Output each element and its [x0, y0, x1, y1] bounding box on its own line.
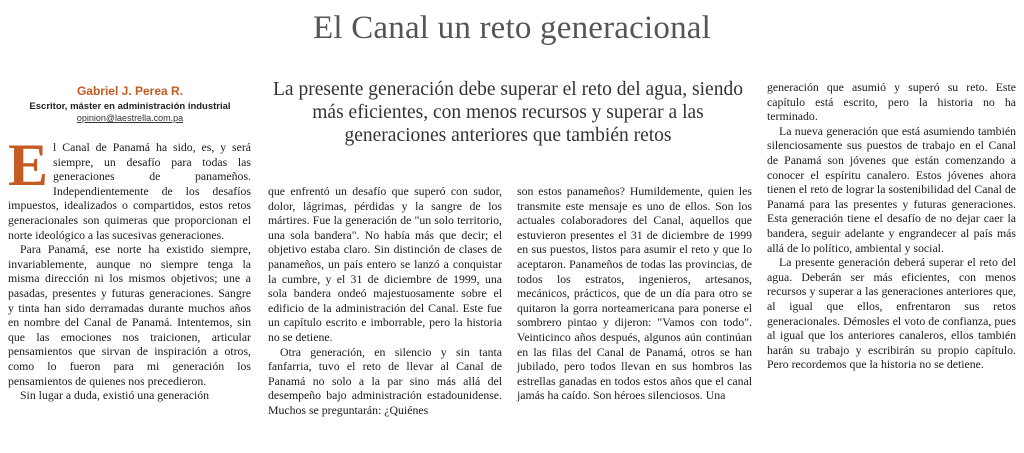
paragraph: Sin lugar a duda, existió una generación	[20, 388, 210, 403]
article-column-1	[8, 132, 251, 403]
paragraph: que enfrentó un desafío que superó con sudor, dolor, lágrimas, pérdidas y la sangre de los mártires. Fue la generación de "un solo territorio, una sola bandera". No había más que decir; el objetivo estaba claro. Sin distinción de clases de panameños, un país entero se lanzó a conquistar la cumbre, y el 31 de diciembre de 1999, una sola bandera ondeó majestuosamente sobre el edificio de la administración del Canal. Este fue un capítulo escrito e imborrable, pero la historia no se detiene.	[268, 184, 502, 344]
paragraph: La presente generación deberá superar el reto del agua. Deberán ser más eficientes, con menos recursos y superar a las generaciones anteriores que, al igual que ellos, enfrentaron sus retos generacionales. Démosles el voto de confianza, pues al igual que los anteriores canaleros, ellos también harán su trabajo y escribirán su propio capítulo. Pero recordemos que la historia no se detiene.	[767, 255, 1016, 372]
author-name: Gabriel J. Perea R.	[76, 84, 184, 98]
paragraph: Para Panamá, ese norte ha existido siempre, invariablemente, aunque no siempre tenga la misma dirección ni los mismos objetivos; une a pasadas, presentes y futuras generaciones. Sangre y tinta han sido derramadas durante muchos años en nombre del Canal de Panamá. Intentemos, sin que las emociones nos traicionen, articular pensamientos que sirvan de inspiración a otros, como lo fueron para mi generación los pensamientos de quienes nos precedieron.	[8, 242, 251, 388]
paragraph: son estos panameños? Humildemente, quien les transmite este mensaje es uno de ellos. Son los actuales colaboradores del Canal, aquellos que estuvieron presentes el 31 de diciembre de 1999 en sus puestos, listos para asumir el reto y que lo aceptaron. Panameños de todas las provincias, de todos los estratos, ingenieros, artesanos, mecánicos, prácticos, que de un día para otro se quitaron la gorra norteamericana para ponerse el sombrero pintao y dijeron: "Vamos con todo". Veinticinco años después, algunos aún continúan en las filas del Canal de Panamá, otros se han jubilado, pero todos llevan en sus hombros las estrellas ganadas en todos estos años que el canal jamás ha caído. Son héroes silenciosos. Una	[517, 184, 752, 403]
drop-cap: E	[8, 132, 49, 198]
author-role: Escritor, máster en administración industrial	[29, 101, 231, 112]
article-column-4	[767, 80, 1016, 372]
article-column-3	[517, 184, 752, 403]
paragraph: generación que asumió y superó su reto. Este capítulo está escrito, pero la historia no ha terminado.	[767, 80, 1016, 124]
paragraph	[8, 132, 251, 242]
article-column-2	[268, 184, 502, 418]
paragraph: La nueva generación que está asumiendo también silenciosamente sus puestos de trabajo en el Canal de Panamá son jóvenes que están comenzando a conocer el espíritu canalero. Estos jóvenes ahora tienen el reto de lograr la sostenibilidad del Canal de Panamá para las presentes y futuras generaciones. Esta generación tiene el desafío de no dejar caer la bandera, seguir adelante y engrandecer al país más allá de lo político, ambiental y social.	[767, 123, 1016, 255]
byline	[20, 84, 240, 123]
author-email-link[interactable]: opinion@laestrella.com.pa	[76, 113, 184, 123]
paragraph-text: l Canal de Panamá ha sido, es, y será siempre, un desafío para todas las generaciones de panameños. Independientemente de los desafíos impuestos, idealizados o compartidos, estos retos generacionales son quimeras que proporcionan el norte ideológico a las sucesivas generaciones.	[8, 140, 251, 242]
paragraph: Otra generación, en silencio y sin tanta fanfarria, tuvo el reto de llevar al Canal de Panamá no solo a la par sino más allá del desempeño bajo administración estadounidense. Muchos se preguntarán: ¿Quiénes	[268, 344, 502, 417]
headline: El Canal un reto generacional	[313, 10, 711, 46]
deck-summary: La presente generación debe superar el reto del agua, siendo más eficientes, con menos recursos y superar a las generaciones anteriores que también retos	[273, 79, 743, 146]
